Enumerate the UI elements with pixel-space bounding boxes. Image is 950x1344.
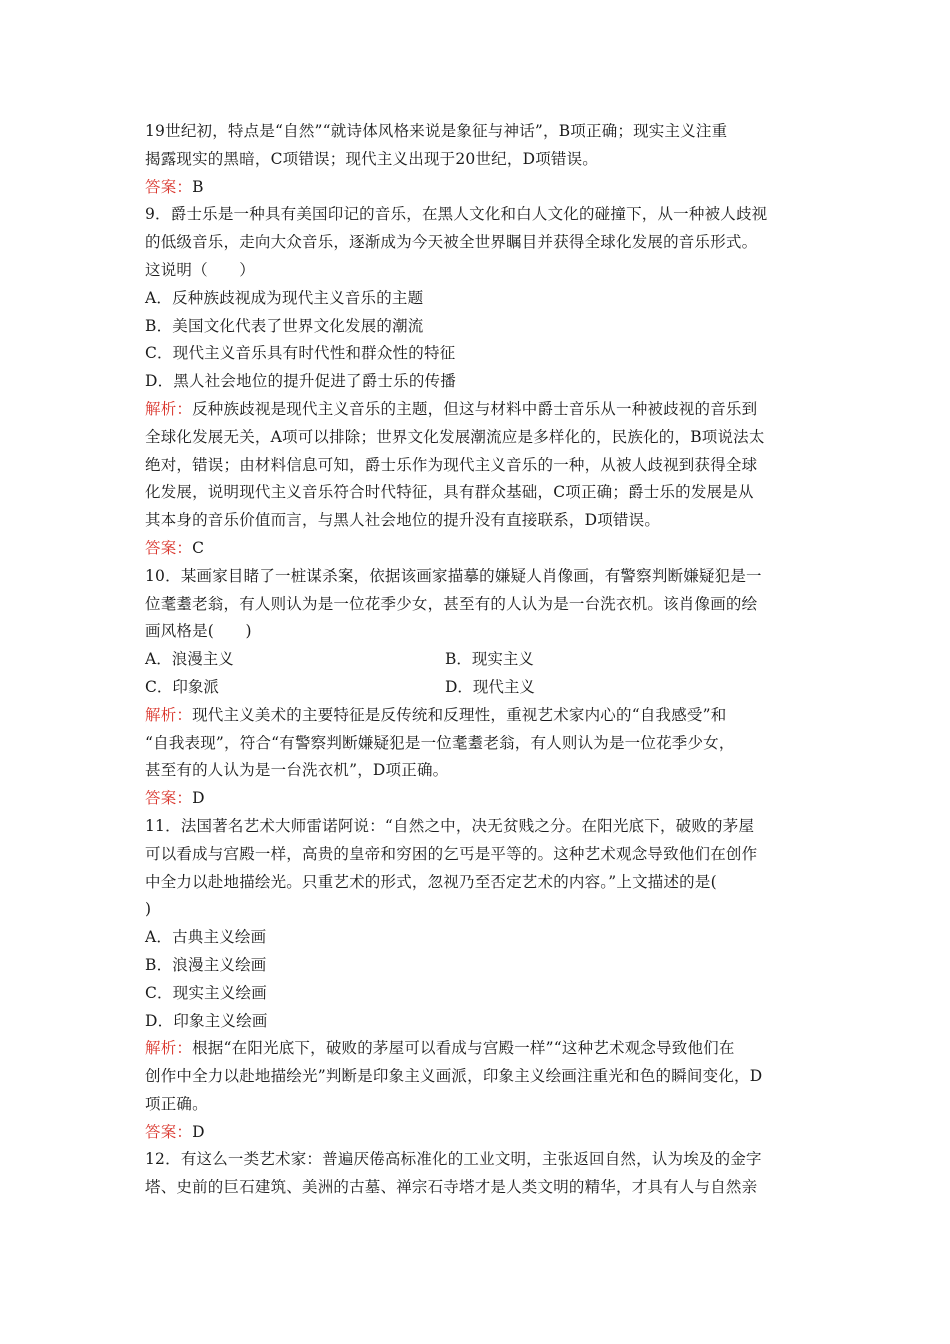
q9-option-d: D．黑人社会地位的提升促进了爵士乐的传播: [145, 372, 456, 391]
q9-option-c: C．现代主义音乐具有时代性和群众性的特征: [145, 344, 456, 363]
q9-option-b: B．美国文化代表了世界文化发展的潮流: [145, 316, 424, 335]
q10-analysis-line: “自我表现”，符合“有警察判断嫌疑犯是一位耄耋老翁，有人则认为是一位花季少女，: [145, 733, 735, 752]
q10-stem-line: 位耄耋老翁，有人则认为是一位花季少女，甚至有的人认为是一台洗衣机。该肖像画的绘: [145, 594, 758, 613]
q12-stem-line: 12．有这么一类艺术家：普遍厌倦高标准化的工业文明，主张返回自然，认为埃及的金字: [145, 1150, 762, 1169]
q11-stem-line: 中全力以赴地描绘光。只重艺术的形式，忽视乃至否定艺术的内容。”上文描述的是(: [145, 872, 717, 891]
q9-analysis-line: 绝对，错误；由材料信息可知，爵士乐作为现代主义音乐的一种，从被人歧视到获得全球: [145, 455, 758, 474]
q11-analysis-line: [145, 1035, 810, 1063]
q11-analysis-line: 创作中全力以赴地描绘光”判断是印象主义画派，印象主义绘画注重光和色的瞬间变化，D: [145, 1067, 763, 1086]
q12-stem-line: 塔、史前的巨石建筑、美洲的古墓、禅宗石寺塔才是人类文明的精华，才具有人与自然亲: [145, 1178, 758, 1197]
document-page: [145, 118, 810, 1202]
q10-analysis-text: 现代主义美术的主要特征是反传统和反理性，重视艺术家内心的“自我感受”和: [192, 705, 727, 724]
q9-analysis-line: 化发展，说明现代主义音乐符合时代特征，具有群众基础，C项正确；爵士乐的发展是从: [145, 483, 754, 502]
q11-stem-line: 11．法国著名艺术大师雷诺阿说：“自然之中，决无贫贱之分。在阳光底下，破败的茅屋: [145, 816, 755, 835]
q9-analysis-line: 其本身的音乐价值而言，与黑人社会地位的提升没有直接联系，D项错误。: [145, 511, 661, 530]
q10-analysis-line: [145, 702, 810, 730]
prev-explanation-line: 揭露现实的黑暗，C项错误；现代主义出现于20世纪，D项错误。: [145, 149, 599, 168]
answer-label: 答案：: [145, 538, 193, 557]
analysis-label: 解析：: [145, 705, 193, 724]
q10-stem-line: 10．某画家目睹了一桩谋杀案，依据该画家描摹的嫌疑人肖像画，有警察判断嫌疑犯是一: [145, 566, 762, 585]
q9-analysis-line: [145, 396, 810, 424]
q9-answer: [145, 535, 810, 563]
q10-option-d: D．现代主义: [445, 677, 535, 696]
q10-stem-line: 画风格是( ): [145, 622, 252, 641]
q10-option-a: A．浪漫主义: [145, 650, 234, 669]
q11-analysis-text: 根据“在阳光底下，破败的茅屋可以看成与宫殿一样”“这种艺术观念导致他们在: [192, 1039, 735, 1058]
answer-label: 答案：: [145, 1122, 193, 1141]
q11-analysis-line: 项正确。: [145, 1094, 208, 1113]
prev-explanation-line: 19世纪初，特点是“自然”“就诗体风格来说是象征与神话”，B项正确；现实主义注重: [145, 122, 728, 140]
q11-option-d: D．印象主义绘画: [145, 1011, 268, 1030]
q10-option-c: C．印象派: [145, 677, 219, 696]
q11-option-b: B．浪漫主义绘画: [145, 955, 267, 974]
q9-analysis-text: 反种族歧视是现代主义音乐的主题，但这与材料中爵士音乐从一种被歧视的音乐到: [192, 399, 758, 418]
q11-stem-line: ): [145, 900, 152, 919]
answer-value: D: [192, 1122, 205, 1141]
q11-option-c: C．现实主义绘画: [145, 983, 267, 1002]
q10-options-row: [145, 646, 810, 674]
q10-options-row: [145, 674, 810, 702]
analysis-label: 解析：: [145, 399, 193, 418]
prev-answer: [145, 174, 810, 202]
q9-stem-line: 9．爵士乐是一种具有美国印记的音乐，在黑人文化和白人文化的碰撞下，从一种被人歧视: [145, 205, 768, 224]
q11-option-a: A．古典主义绘画: [145, 928, 267, 947]
q9-stem-line: 的低级音乐，走向大众音乐，逐渐成为今天被全世界瞩目并获得全球化发展的音乐形式。: [145, 233, 758, 252]
q10-analysis-line: 甚至有的人认为是一台洗衣机”，D项正确。: [145, 761, 449, 780]
answer-value: C: [192, 538, 205, 557]
answer-value: D: [192, 789, 205, 808]
answer-label: 答案：: [145, 789, 193, 808]
q11-stem-line: 可以看成与宫殿一样，高贵的皇帝和穷困的乞丐是平等的。这种艺术观念导致他们在创作: [145, 844, 758, 863]
q9-analysis-line: 全球化发展无关，A项可以排除；世界文化发展潮流应是多样化的，民族化的，B项说法太: [145, 427, 765, 446]
answer-label: 答案：: [145, 177, 193, 196]
q9-option-a: A．反种族歧视成为现代主义音乐的主题: [145, 288, 424, 307]
answer-value: B: [192, 177, 204, 196]
q11-answer: [145, 1119, 810, 1147]
q9-stem-line: 这说明（ ）: [145, 260, 255, 279]
q10-answer: [145, 785, 810, 813]
q10-option-b: B．现实主义: [445, 650, 534, 669]
analysis-label: 解析：: [145, 1039, 193, 1058]
